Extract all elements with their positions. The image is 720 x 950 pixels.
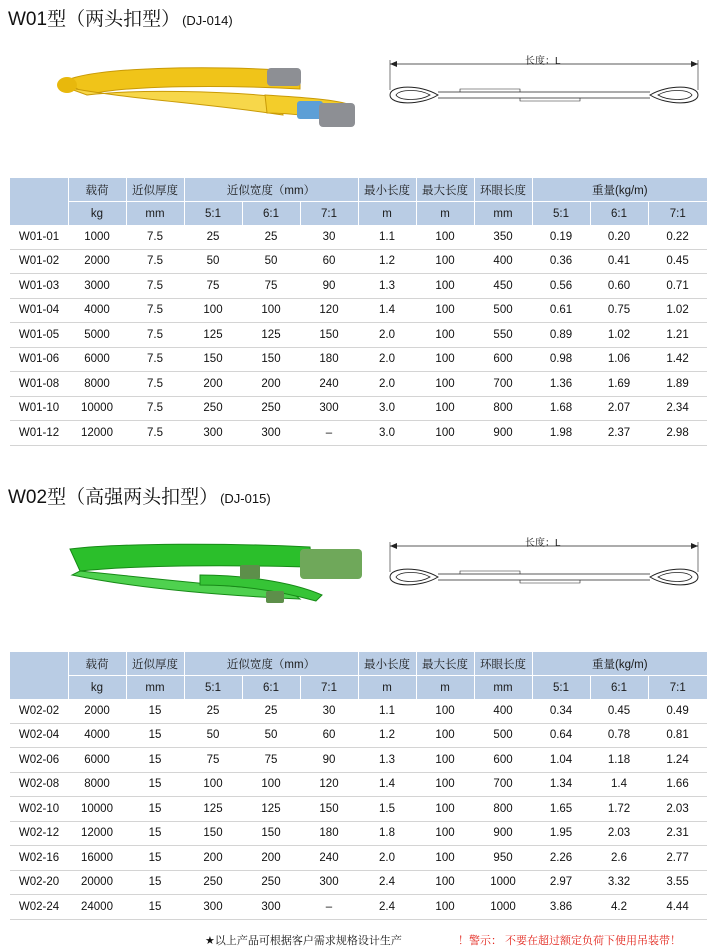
table-cell: 25 (242, 699, 300, 723)
table-cell: 2.4 (358, 895, 416, 920)
col-weight-5-1: 5:1 (532, 202, 590, 226)
table-cell: 950 (474, 846, 532, 871)
table-cell: 7.5 (126, 372, 184, 397)
table-cell: 100 (416, 846, 474, 871)
table-cell: 20000 (68, 870, 126, 895)
table-cell: 240 (300, 372, 358, 397)
table-cell: 0.78 (590, 723, 648, 748)
table-cell: 150 (242, 347, 300, 372)
table-cell: 50 (184, 249, 242, 274)
table-cell: 2.03 (648, 797, 707, 822)
table-cell: 100 (416, 797, 474, 822)
table-cell: 200 (242, 372, 300, 397)
table-cell: 3.32 (590, 870, 648, 895)
table-cell: 250 (184, 396, 242, 421)
table-cell: 900 (474, 821, 532, 846)
table-cell: 0.20 (590, 225, 648, 249)
col-width-7-1: 7:1 (300, 202, 358, 226)
col-min-length-unit: m (358, 202, 416, 226)
table-cell: 0.75 (590, 298, 648, 323)
table-cell: 2.26 (532, 846, 590, 871)
table-cell: 4000 (68, 298, 126, 323)
col-load-unit: kg (68, 676, 126, 700)
table-cell: 4.2 (590, 895, 648, 920)
table-row (10, 396, 707, 421)
table-cell: 1.18 (590, 748, 648, 773)
col-max-length: 最大长度 (416, 652, 474, 676)
table-cell: 90 (300, 748, 358, 773)
table-cell: 1.2 (358, 249, 416, 274)
table-cell: 100 (184, 298, 242, 323)
spec-table-w02 (10, 652, 707, 920)
section-title (8, 4, 233, 31)
table-cell: 200 (184, 846, 242, 871)
table-cell: 25 (242, 225, 300, 249)
table-cell: 0.71 (648, 274, 707, 299)
col-weight-7-1: 7:1 (648, 676, 707, 700)
table-cell: 1.5 (358, 797, 416, 822)
col-max-length-unit: m (416, 202, 474, 226)
col-weight: 重量(kg/m) (532, 652, 707, 676)
table-cell: 1.34 (532, 772, 590, 797)
table-cell: 300 (300, 396, 358, 421)
table-cell: 25 (184, 225, 242, 249)
table-cell: 1.98 (532, 421, 590, 446)
table-cell: 400 (474, 249, 532, 274)
table-cell: 150 (242, 821, 300, 846)
table-cell: 2.34 (648, 396, 707, 421)
table-cell: 4000 (68, 723, 126, 748)
table-cell: 15 (126, 772, 184, 797)
col-width: 近似宽度（mm） (184, 652, 358, 676)
table-cell: 12000 (68, 421, 126, 446)
model-cell: W01-10 (10, 396, 68, 421)
col-load: 载荷 (68, 652, 126, 676)
col-thickness-unit: mm (126, 676, 184, 700)
spec-table-w01 (10, 178, 707, 446)
table-row (10, 274, 707, 299)
model-cell: W01-01 (10, 225, 68, 249)
table-row (10, 723, 707, 748)
table-cell: 60 (300, 249, 358, 274)
model-cell: W01-12 (10, 421, 68, 446)
section-code: (DJ-014) (182, 13, 233, 28)
table-cell: 6000 (68, 748, 126, 773)
col-width-6-1: 6:1 (242, 202, 300, 226)
table-cell: 150 (184, 347, 242, 372)
table-cell: 250 (242, 870, 300, 895)
table-cell: 1.4 (358, 298, 416, 323)
table-cell: 50 (242, 723, 300, 748)
table-cell: 100 (416, 699, 474, 723)
table-cell: 75 (242, 274, 300, 299)
table-cell: 12000 (68, 821, 126, 846)
model-cell: W01-02 (10, 249, 68, 274)
table-cell: 0.98 (532, 347, 590, 372)
table-cell: 7.5 (126, 249, 184, 274)
col-load: 载荷 (68, 178, 126, 202)
table-cell: 1.1 (358, 699, 416, 723)
table-cell: 100 (416, 895, 474, 920)
table-cell: 8000 (68, 772, 126, 797)
col-weight-6-1: 6:1 (590, 676, 648, 700)
table-cell: 1.36 (532, 372, 590, 397)
table-body (10, 699, 707, 919)
footer-warning: ！警示： 不要在超过额定负荷下使用吊装带！ (458, 935, 682, 947)
table-cell: 400 (474, 699, 532, 723)
col-thickness: 近似厚度 (126, 652, 184, 676)
table-cell: 2.0 (358, 347, 416, 372)
table-cell: 75 (184, 748, 242, 773)
table-cell: 1.72 (590, 797, 648, 822)
col-thickness-unit: mm (126, 202, 184, 226)
section-title-text: W01型（两头扣型） (8, 9, 181, 30)
table-cell: 125 (184, 797, 242, 822)
table-cell: 1.4 (358, 772, 416, 797)
table-cell: 15 (126, 699, 184, 723)
table-cell: 100 (416, 274, 474, 299)
table-cell: 1.02 (590, 323, 648, 348)
table-cell: 10000 (68, 396, 126, 421)
table-cell: 3.0 (358, 396, 416, 421)
col-width-6-1: 6:1 (242, 676, 300, 700)
table-cell: 16000 (68, 846, 126, 871)
table-cell: 5000 (68, 323, 126, 348)
col-width: 近似宽度（mm） (184, 178, 358, 202)
table-cell: 3000 (68, 274, 126, 299)
table-cell: 2.37 (590, 421, 648, 446)
table-cell: 300 (300, 870, 358, 895)
table-cell: 125 (242, 797, 300, 822)
table-row (10, 249, 707, 274)
table-cell: 15 (126, 723, 184, 748)
table-cell: 2.0 (358, 372, 416, 397)
table-body (10, 225, 707, 445)
table-cell: 4.44 (648, 895, 707, 920)
table-cell: 100 (416, 249, 474, 274)
table-cell: 100 (416, 396, 474, 421)
col-eye-length-unit: mm (474, 202, 532, 226)
diagram-length-label: 长度：L (525, 538, 561, 549)
model-cell: W02-10 (10, 797, 68, 822)
table-cell: 2.07 (590, 396, 648, 421)
table-cell: 900 (474, 421, 532, 446)
table-cell: 7.5 (126, 421, 184, 446)
table-cell: 50 (184, 723, 242, 748)
table-cell: 200 (242, 846, 300, 871)
table-cell: 24000 (68, 895, 126, 920)
table-cell: 100 (416, 347, 474, 372)
model-cell: W02-12 (10, 821, 68, 846)
model-cell: W01-08 (10, 372, 68, 397)
table-cell: 2.97 (532, 870, 590, 895)
table-cell: 3.0 (358, 421, 416, 446)
table-cell: 1.4 (590, 772, 648, 797)
model-cell: W01-05 (10, 323, 68, 348)
table-cell: 2.0 (358, 846, 416, 871)
table-cell: 500 (474, 723, 532, 748)
table-cell: 150 (300, 323, 358, 348)
model-cell: W02-08 (10, 772, 68, 797)
table-cell: 700 (474, 372, 532, 397)
table-cell: 0.56 (532, 274, 590, 299)
table-row (10, 846, 707, 871)
table-cell: 600 (474, 347, 532, 372)
table-cell: 800 (474, 396, 532, 421)
table-cell: 50 (242, 249, 300, 274)
green-sling-photo (60, 535, 370, 610)
table-cell: 100 (416, 323, 474, 348)
table-cell: 100 (416, 821, 474, 846)
table-cell: 100 (416, 225, 474, 249)
table-cell: 100 (416, 772, 474, 797)
table-row (10, 298, 707, 323)
table-cell: 300 (242, 895, 300, 920)
table-cell: 90 (300, 274, 358, 299)
table-cell: 7.5 (126, 274, 184, 299)
diagram-length-label: 长度：L (525, 56, 561, 67)
table-cell: 120 (300, 772, 358, 797)
table-cell: 7.5 (126, 225, 184, 249)
table-cell: 75 (184, 274, 242, 299)
col-max-length-unit: m (416, 676, 474, 700)
table-row (10, 748, 707, 773)
table-cell: 2.98 (648, 421, 707, 446)
model-cell: W02-20 (10, 870, 68, 895)
table-cell: 240 (300, 846, 358, 871)
table-cell: 60 (300, 723, 358, 748)
table-cell: 100 (242, 772, 300, 797)
table-cell: 300 (242, 421, 300, 446)
model-cell: W01-06 (10, 347, 68, 372)
table-cell: 0.45 (590, 699, 648, 723)
table-cell: 300 (184, 895, 242, 920)
table-cell: 1.04 (532, 748, 590, 773)
table-row (10, 821, 707, 846)
col-width-7-1: 7:1 (300, 676, 358, 700)
table-cell: 0.19 (532, 225, 590, 249)
col-eye-length-unit: mm (474, 676, 532, 700)
table-cell: 150 (300, 797, 358, 822)
table-cell: 1.24 (648, 748, 707, 773)
table-row (10, 323, 707, 348)
section-title (8, 482, 271, 509)
table-cell: 1.65 (532, 797, 590, 822)
table-cell: 25 (184, 699, 242, 723)
table-row (10, 870, 707, 895)
table-cell: 0.81 (648, 723, 707, 748)
table-row (10, 772, 707, 797)
yellow-sling-photo (35, 55, 365, 145)
col-weight-7-1: 7:1 (648, 202, 707, 226)
table-cell: 1.8 (358, 821, 416, 846)
table-cell: 7.5 (126, 323, 184, 348)
col-weight-5-1: 5:1 (532, 676, 590, 700)
table-cell: 250 (242, 396, 300, 421)
section-code: (DJ-015) (220, 491, 271, 506)
model-cell: W01-04 (10, 298, 68, 323)
table-cell: 0.41 (590, 249, 648, 274)
table-cell: 100 (242, 298, 300, 323)
table-cell: 100 (184, 772, 242, 797)
table-cell: 1.06 (590, 347, 648, 372)
table-cell: 15 (126, 797, 184, 822)
table-cell: 180 (300, 347, 358, 372)
table-cell: 1.3 (358, 274, 416, 299)
table-cell: 2000 (68, 699, 126, 723)
table-cell: 125 (184, 323, 242, 348)
col-thickness: 近似厚度 (126, 178, 184, 202)
table-row (10, 225, 707, 249)
col-weight-6-1: 6:1 (590, 202, 648, 226)
table-cell: 1.68 (532, 396, 590, 421)
table-cell: 0.34 (532, 699, 590, 723)
col-model (10, 652, 68, 699)
table-cell: 450 (474, 274, 532, 299)
table-cell: 100 (416, 748, 474, 773)
table-cell: 1.2 (358, 723, 416, 748)
table-cell: 100 (416, 723, 474, 748)
col-min-length: 最小长度 (358, 652, 416, 676)
table-cell: 15 (126, 870, 184, 895)
table-cell: 3.86 (532, 895, 590, 920)
table-cell: 0.64 (532, 723, 590, 748)
col-eye-length: 环眼长度 (474, 652, 532, 676)
table-cell: – (300, 421, 358, 446)
model-cell: W02-16 (10, 846, 68, 871)
table-cell: 100 (416, 298, 474, 323)
table-cell: 500 (474, 298, 532, 323)
footer-note: ★以上产品可根据客户需求规格设计生产 (205, 935, 402, 947)
table-cell: 1.3 (358, 748, 416, 773)
table-cell: 150 (184, 821, 242, 846)
table-cell: 2.03 (590, 821, 648, 846)
table-cell: 700 (474, 772, 532, 797)
table-cell: 2.31 (648, 821, 707, 846)
table-cell: 8000 (68, 372, 126, 397)
model-cell: W02-02 (10, 699, 68, 723)
table-cell: 1000 (474, 870, 532, 895)
section-title-text: W02型（高强两头扣型） (8, 487, 219, 508)
table-cell: 0.49 (648, 699, 707, 723)
table-row (10, 372, 707, 397)
table-cell: 1.42 (648, 347, 707, 372)
table-cell: 1.95 (532, 821, 590, 846)
table-cell: 15 (126, 846, 184, 871)
table-cell: 1.21 (648, 323, 707, 348)
table-cell: 1000 (68, 225, 126, 249)
table-cell: 3.55 (648, 870, 707, 895)
table-cell: 120 (300, 298, 358, 323)
model-cell: W02-24 (10, 895, 68, 920)
model-cell: W02-06 (10, 748, 68, 773)
table-cell: 1.69 (590, 372, 648, 397)
table-cell: 100 (416, 870, 474, 895)
table-cell: 200 (184, 372, 242, 397)
table-cell: 1.02 (648, 298, 707, 323)
table-cell: 600 (474, 748, 532, 773)
table-cell: 15 (126, 748, 184, 773)
table-cell: 1.89 (648, 372, 707, 397)
table-cell: 1.1 (358, 225, 416, 249)
table-cell: 100 (416, 421, 474, 446)
table-cell: 10000 (68, 797, 126, 822)
table-cell: 30 (300, 699, 358, 723)
table-cell: 15 (126, 821, 184, 846)
table-cell: 2.77 (648, 846, 707, 871)
col-model (10, 178, 68, 225)
table-row (10, 421, 707, 446)
table-cell: 350 (474, 225, 532, 249)
table-cell: 250 (184, 870, 242, 895)
col-load-unit: kg (68, 202, 126, 226)
col-eye-length: 环眼长度 (474, 178, 532, 202)
table-cell: 30 (300, 225, 358, 249)
model-cell: W01-03 (10, 274, 68, 299)
table-cell: 75 (242, 748, 300, 773)
table-cell: 800 (474, 797, 532, 822)
table-cell: 300 (184, 421, 242, 446)
table-cell: 0.60 (590, 274, 648, 299)
table-cell: 550 (474, 323, 532, 348)
model-cell: W02-04 (10, 723, 68, 748)
table-cell: 7.5 (126, 298, 184, 323)
table-cell: 0.61 (532, 298, 590, 323)
table-cell: 125 (242, 323, 300, 348)
table-cell: – (300, 895, 358, 920)
table-cell: 1000 (474, 895, 532, 920)
col-min-length: 最小长度 (358, 178, 416, 202)
table-cell: 2000 (68, 249, 126, 274)
table-cell: 0.45 (648, 249, 707, 274)
col-weight: 重量(kg/m) (532, 178, 707, 202)
col-width-5-1: 5:1 (184, 676, 242, 700)
table-row (10, 347, 707, 372)
table-cell: 6000 (68, 347, 126, 372)
table-cell: 100 (416, 372, 474, 397)
table-row (10, 895, 707, 920)
table-row (10, 797, 707, 822)
col-width-5-1: 5:1 (184, 202, 242, 226)
table-cell: 7.5 (126, 396, 184, 421)
table-row (10, 699, 707, 723)
table-cell: 2.4 (358, 870, 416, 895)
table-cell: 7.5 (126, 347, 184, 372)
table-cell: 1.66 (648, 772, 707, 797)
table-cell: 2.6 (590, 846, 648, 871)
table-cell: 180 (300, 821, 358, 846)
table-cell: 0.36 (532, 249, 590, 274)
col-min-length-unit: m (358, 676, 416, 700)
table-cell: 0.22 (648, 225, 707, 249)
table-cell: 0.89 (532, 323, 590, 348)
col-max-length: 最大长度 (416, 178, 474, 202)
table-cell: 15 (126, 895, 184, 920)
table-cell: 2.0 (358, 323, 416, 348)
